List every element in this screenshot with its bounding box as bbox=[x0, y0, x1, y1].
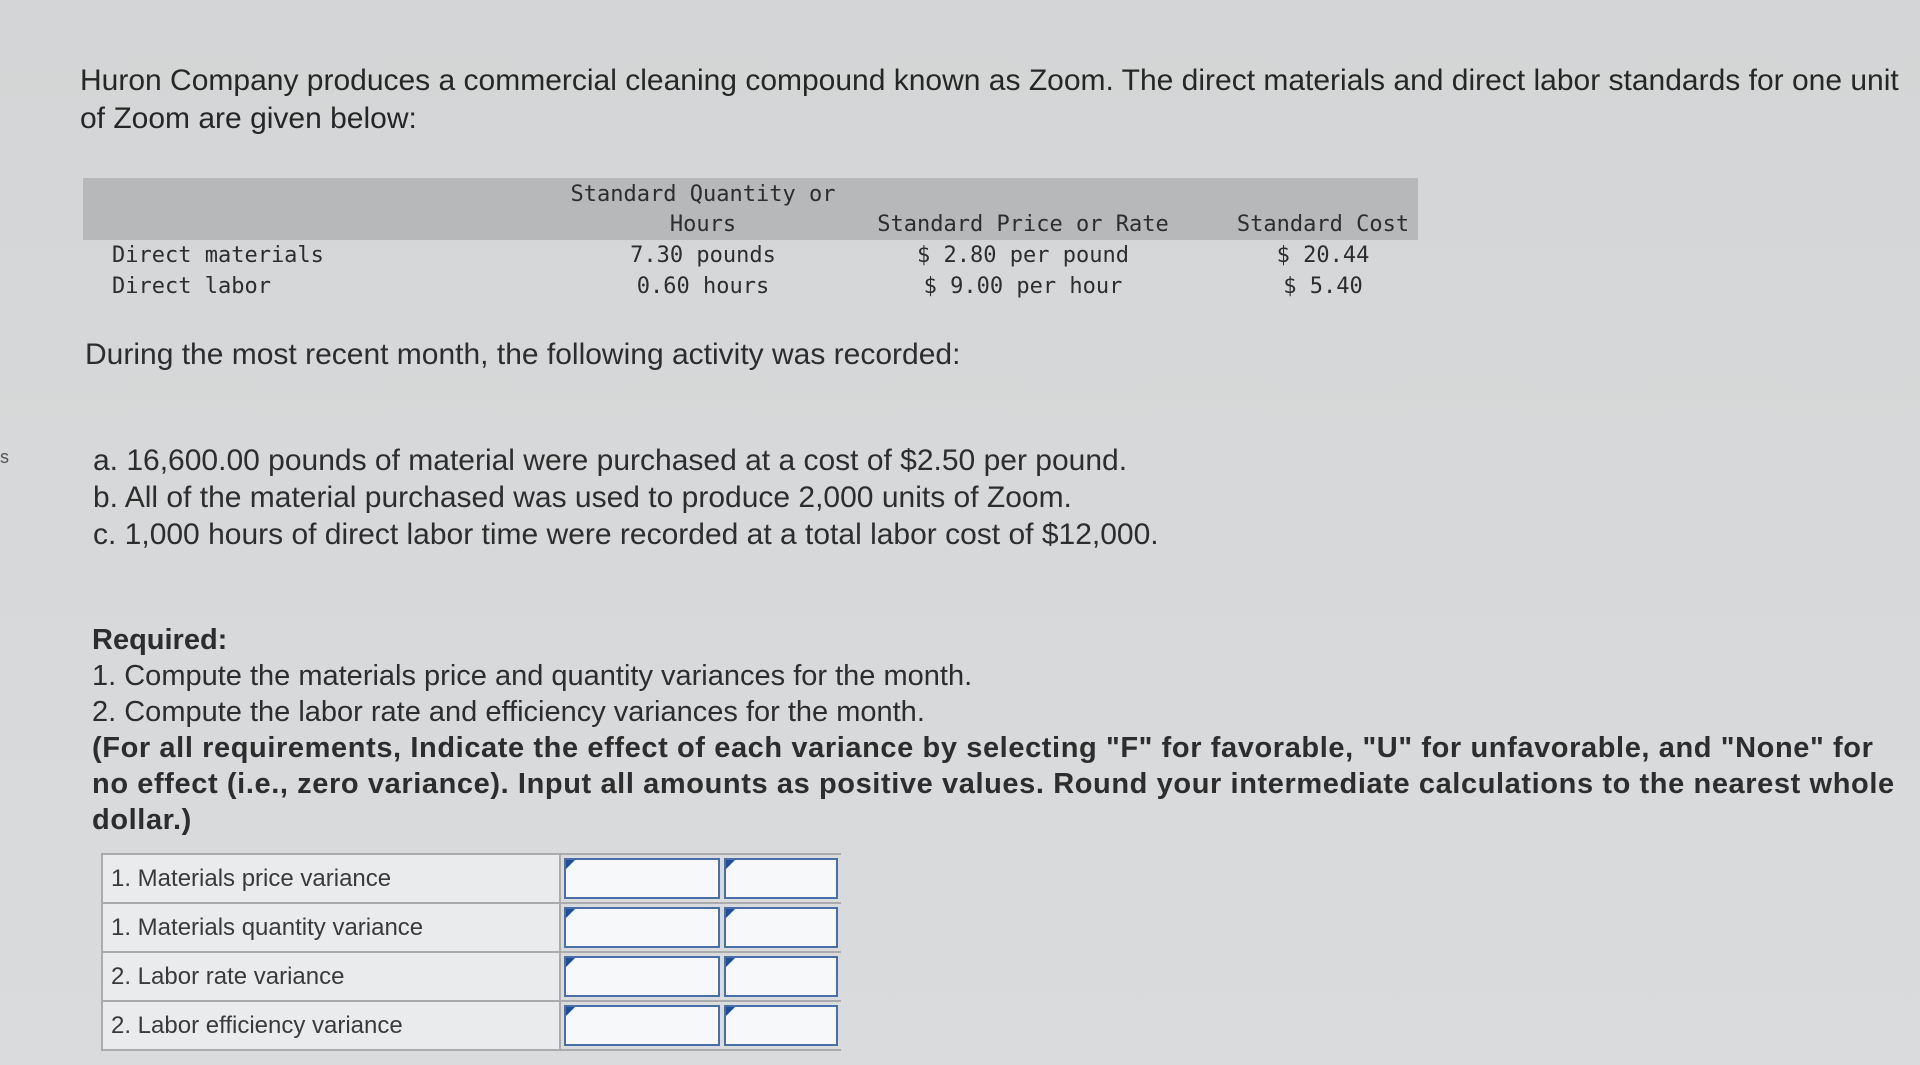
row-quantity: 7.30 pounds bbox=[630, 243, 776, 268]
amount-input[interactable] bbox=[564, 1005, 720, 1046]
row-price: $ 9.00 per hour bbox=[923, 274, 1123, 299]
row-quantity: 0.60 hours bbox=[636, 274, 770, 299]
standards-table bbox=[83, 178, 1418, 302]
answer-row-label: 2. Labor rate variance bbox=[101, 953, 561, 1000]
answer-row-materials-price bbox=[101, 853, 841, 904]
activity-list bbox=[93, 442, 1159, 553]
answer-row-labor-efficiency bbox=[101, 1002, 841, 1051]
required-item-2: 2. Compute the labor rate and efficiency variances for the month. bbox=[92, 696, 925, 728]
answer-row-label: 1. Materials quantity variance bbox=[101, 904, 561, 951]
activity-item-a: a. 16,600.00 pounds of material were purchased at a cost of $2.50 per pound. bbox=[93, 444, 1128, 477]
table-row-direct-labor bbox=[83, 271, 1418, 302]
row-price: $ 2.80 per pound bbox=[917, 243, 1129, 268]
required-instruction: (For all requirements, Indicate the effect of each variance by selecting "F" for favorable, "U" for unfavorable, and "None" for no effect (i.e., zero variance). Input all amounts as positive values. Round your intermediate calculations to the nearest whole dollar.) bbox=[92, 732, 1895, 836]
header-standard-cost: Standard Cost bbox=[1236, 212, 1410, 237]
effect-select[interactable] bbox=[724, 907, 838, 948]
input-flag-icon bbox=[726, 909, 735, 918]
answer-row-label: 1. Materials price variance bbox=[101, 855, 561, 902]
answer-table bbox=[101, 853, 841, 1051]
input-flag-icon bbox=[566, 958, 575, 967]
required-section bbox=[92, 622, 1902, 838]
amount-input[interactable] bbox=[564, 956, 720, 997]
row-cost: $ 20.44 bbox=[1276, 243, 1370, 268]
header-standard-price: Standard Price or Rate bbox=[877, 212, 1169, 237]
row-name: Direct labor bbox=[112, 274, 271, 299]
header-standard-quantity bbox=[538, 180, 868, 240]
answer-row-labor-rate bbox=[101, 953, 841, 1002]
edge-letter: s bbox=[0, 447, 9, 467]
required-item-1: 1. Compute the materials price and quantity variances for the month. bbox=[92, 660, 973, 692]
amount-input[interactable] bbox=[564, 907, 720, 948]
header-quantity-line1: Standard Quantity or bbox=[570, 182, 836, 207]
answer-row-label: 2. Labor efficiency variance bbox=[101, 1002, 561, 1049]
input-flag-icon bbox=[566, 1007, 575, 1016]
table-row-direct-materials bbox=[83, 240, 1418, 271]
input-flag-icon bbox=[726, 1007, 735, 1016]
input-flag-icon bbox=[566, 860, 575, 869]
standards-table-header bbox=[83, 178, 1418, 240]
input-flag-icon bbox=[726, 958, 735, 967]
effect-select[interactable] bbox=[724, 858, 838, 899]
amount-input[interactable] bbox=[564, 858, 720, 899]
intro-paragraph: Huron Company produces a commercial cleaning compound known as Zoom. The direct materials and direct labor standards for one unit of Zoom are given below: bbox=[80, 64, 1899, 135]
effect-select[interactable] bbox=[724, 956, 838, 997]
activity-intro: During the most recent month, the following activity was recorded: bbox=[85, 338, 961, 371]
effect-select[interactable] bbox=[724, 1005, 838, 1046]
answer-row-materials-quantity bbox=[101, 904, 841, 953]
input-flag-icon bbox=[726, 860, 735, 869]
input-flag-icon bbox=[566, 909, 575, 918]
row-cost: $ 5.40 bbox=[1283, 274, 1363, 299]
activity-item-c: c. 1,000 hours of direct labor time were recorded at a total labor cost of $12,000. bbox=[93, 518, 1159, 551]
activity-item-b: b. All of the material purchased was used to produce 2,000 units of Zoom. bbox=[93, 481, 1072, 514]
row-name: Direct materials bbox=[112, 243, 324, 268]
required-title: Required: bbox=[92, 624, 228, 656]
header-quantity-line2: Hours bbox=[669, 212, 737, 237]
